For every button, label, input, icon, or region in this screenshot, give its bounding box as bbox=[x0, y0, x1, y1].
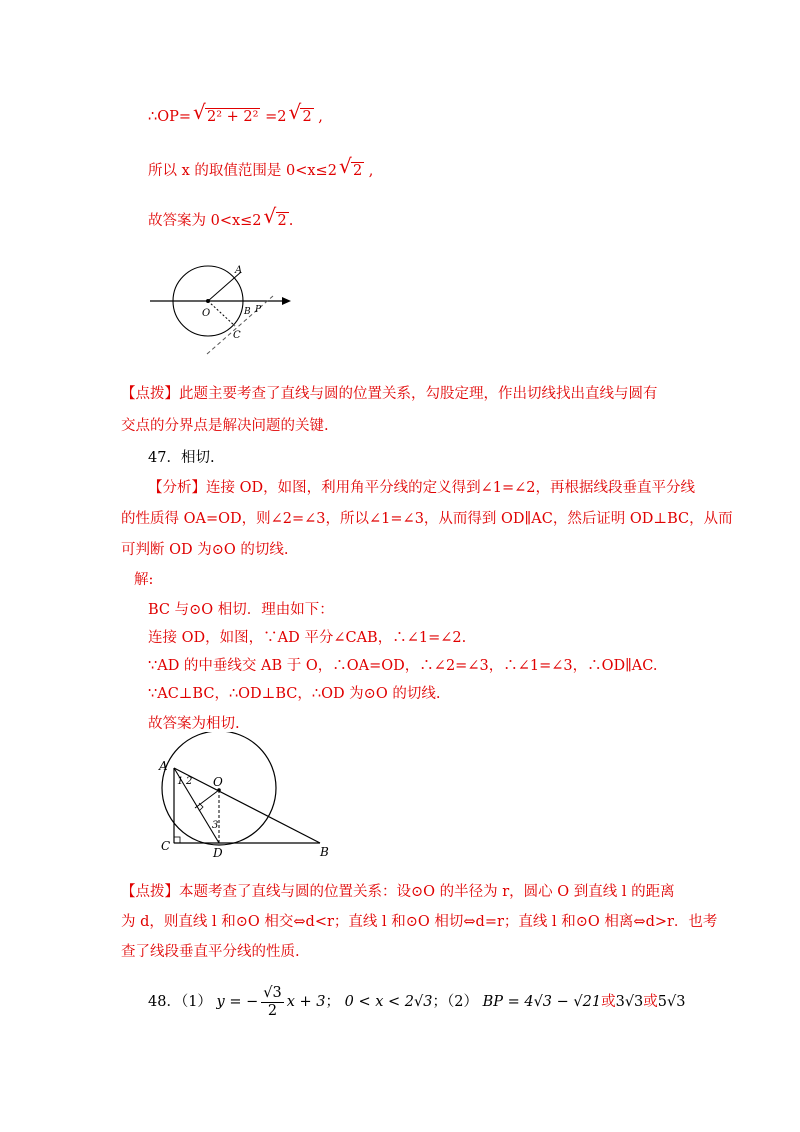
q48-eq-lhs: y = − bbox=[216, 994, 259, 1010]
tip-2-line-1: 【点拨】本题考查了直线与圆的位置关系：设⊙O 的半径为 r，圆心 O 到直线 l 的距离 bbox=[121, 884, 675, 900]
solution-line-5: 故答案为相切. bbox=[148, 716, 240, 732]
op-result-line bbox=[148, 106, 323, 127]
question-48 bbox=[148, 982, 686, 1022]
q48-bp: BP = 4√3 − √21 bbox=[482, 994, 602, 1010]
tip-2-line-3: 查了线段垂直平分线的性质. bbox=[121, 944, 300, 960]
x-range-text: 所以 x 的取值范围是 0<x≤2 bbox=[148, 163, 337, 179]
solution-label: 解: bbox=[134, 572, 154, 588]
q48-or-2: 或 bbox=[643, 994, 658, 1010]
q48-sep-2: ；（2） bbox=[432, 994, 478, 1010]
label-d: D bbox=[213, 846, 223, 860]
tip-2-line-2: 为 d，则直线 l 和⊙O 相交⇔d<r；直线 l 和⊙O 相切⇔d=r；直线 l 和⊙O 相离⇔d>r．也考 bbox=[121, 914, 718, 930]
q48-eq-rhs: x + 3 bbox=[286, 994, 326, 1010]
label-a: A bbox=[235, 265, 243, 276]
circle-tangent-figure bbox=[145, 258, 305, 358]
sqrt-expression: √ 2² + 2² bbox=[193, 106, 260, 127]
label-b: B bbox=[244, 307, 251, 317]
tip-1-line-1: 【点拨】此题主要考查了直线与圆的位置关系，勾股定理，作出切线找出直线与圆有 bbox=[121, 386, 658, 402]
answer-tail-46: . bbox=[288, 213, 294, 229]
tip-paragraph-1 bbox=[121, 384, 658, 404]
angle-1: 1 bbox=[177, 776, 184, 787]
q48-or-1: 或 bbox=[601, 994, 616, 1010]
op-prefix: ∴OP= bbox=[148, 109, 192, 125]
sqrt-two: √ 2 bbox=[339, 160, 364, 181]
analysis-line-2: 的性质得 OA=OD，则∠2=∠3，所以∠1=∠3，从而得到 OD∥AC，然后证明 OD⊥BC，从而 bbox=[121, 511, 733, 527]
tip-1-line-2: 交点的分界点是解决问题的关键. bbox=[121, 418, 329, 434]
solution-line-2: 连接 OD，如图，∵AD 平分∠CAB，∴∠1=∠2. bbox=[148, 630, 467, 646]
x-range-tail: , bbox=[364, 163, 374, 179]
op-mid: =2 bbox=[260, 109, 287, 125]
answer-text-46: 故答案为 0<x≤2 bbox=[148, 213, 262, 229]
label-o: O bbox=[213, 775, 223, 789]
triangle-circle-figure bbox=[155, 732, 345, 862]
sqrt-two: √ 2 bbox=[288, 106, 313, 127]
solution-line-3: ∵AD 的中垂线交 AB 于 O，∴OA=OD，∴∠2=∠3，∴∠1=∠3，∴OD∥AC. bbox=[148, 658, 658, 674]
angle-2: 2 bbox=[186, 776, 193, 787]
question-47: 47．相切. bbox=[148, 450, 215, 466]
x-range-line bbox=[148, 160, 373, 181]
label-o: O bbox=[202, 308, 211, 319]
answer-line-46 bbox=[148, 210, 293, 231]
angle-3: 3 bbox=[212, 820, 219, 831]
label-c: C bbox=[161, 839, 171, 853]
q48-sep-1: ； bbox=[325, 994, 341, 1010]
label-a: A bbox=[159, 759, 168, 773]
q48-number: 48．（1） bbox=[148, 994, 212, 1010]
analysis-line-1: 【分析】连接 OD，如图，利用角平分线的定义得到∠1=∠2，再根据线段垂直平分线 bbox=[148, 480, 696, 496]
analysis-line-3: 可判断 OD 为⊙O 的切线. bbox=[121, 542, 289, 558]
label-b: B bbox=[320, 845, 329, 859]
sqrt-two: √ 2 bbox=[264, 210, 289, 231]
tip-paragraph-1b bbox=[121, 416, 329, 436]
label-p: P bbox=[255, 305, 262, 315]
q48-value-3: 5√3 bbox=[657, 994, 686, 1010]
solution-line-1: BC 与⊙O 相切．理由如下： bbox=[148, 602, 334, 618]
q48-range: 0 < x < 2√3 bbox=[344, 994, 433, 1010]
q48-fraction: $\frac{√3}{2}$ bbox=[263, 984, 282, 1019]
q48-value-2: 3√3 bbox=[615, 994, 644, 1010]
op-tail: , bbox=[313, 109, 323, 125]
label-c: C bbox=[233, 330, 241, 341]
solution-line-4: ∵AC⊥BC，∴OD⊥BC，∴OD 为⊙O 的切线. bbox=[148, 686, 441, 702]
